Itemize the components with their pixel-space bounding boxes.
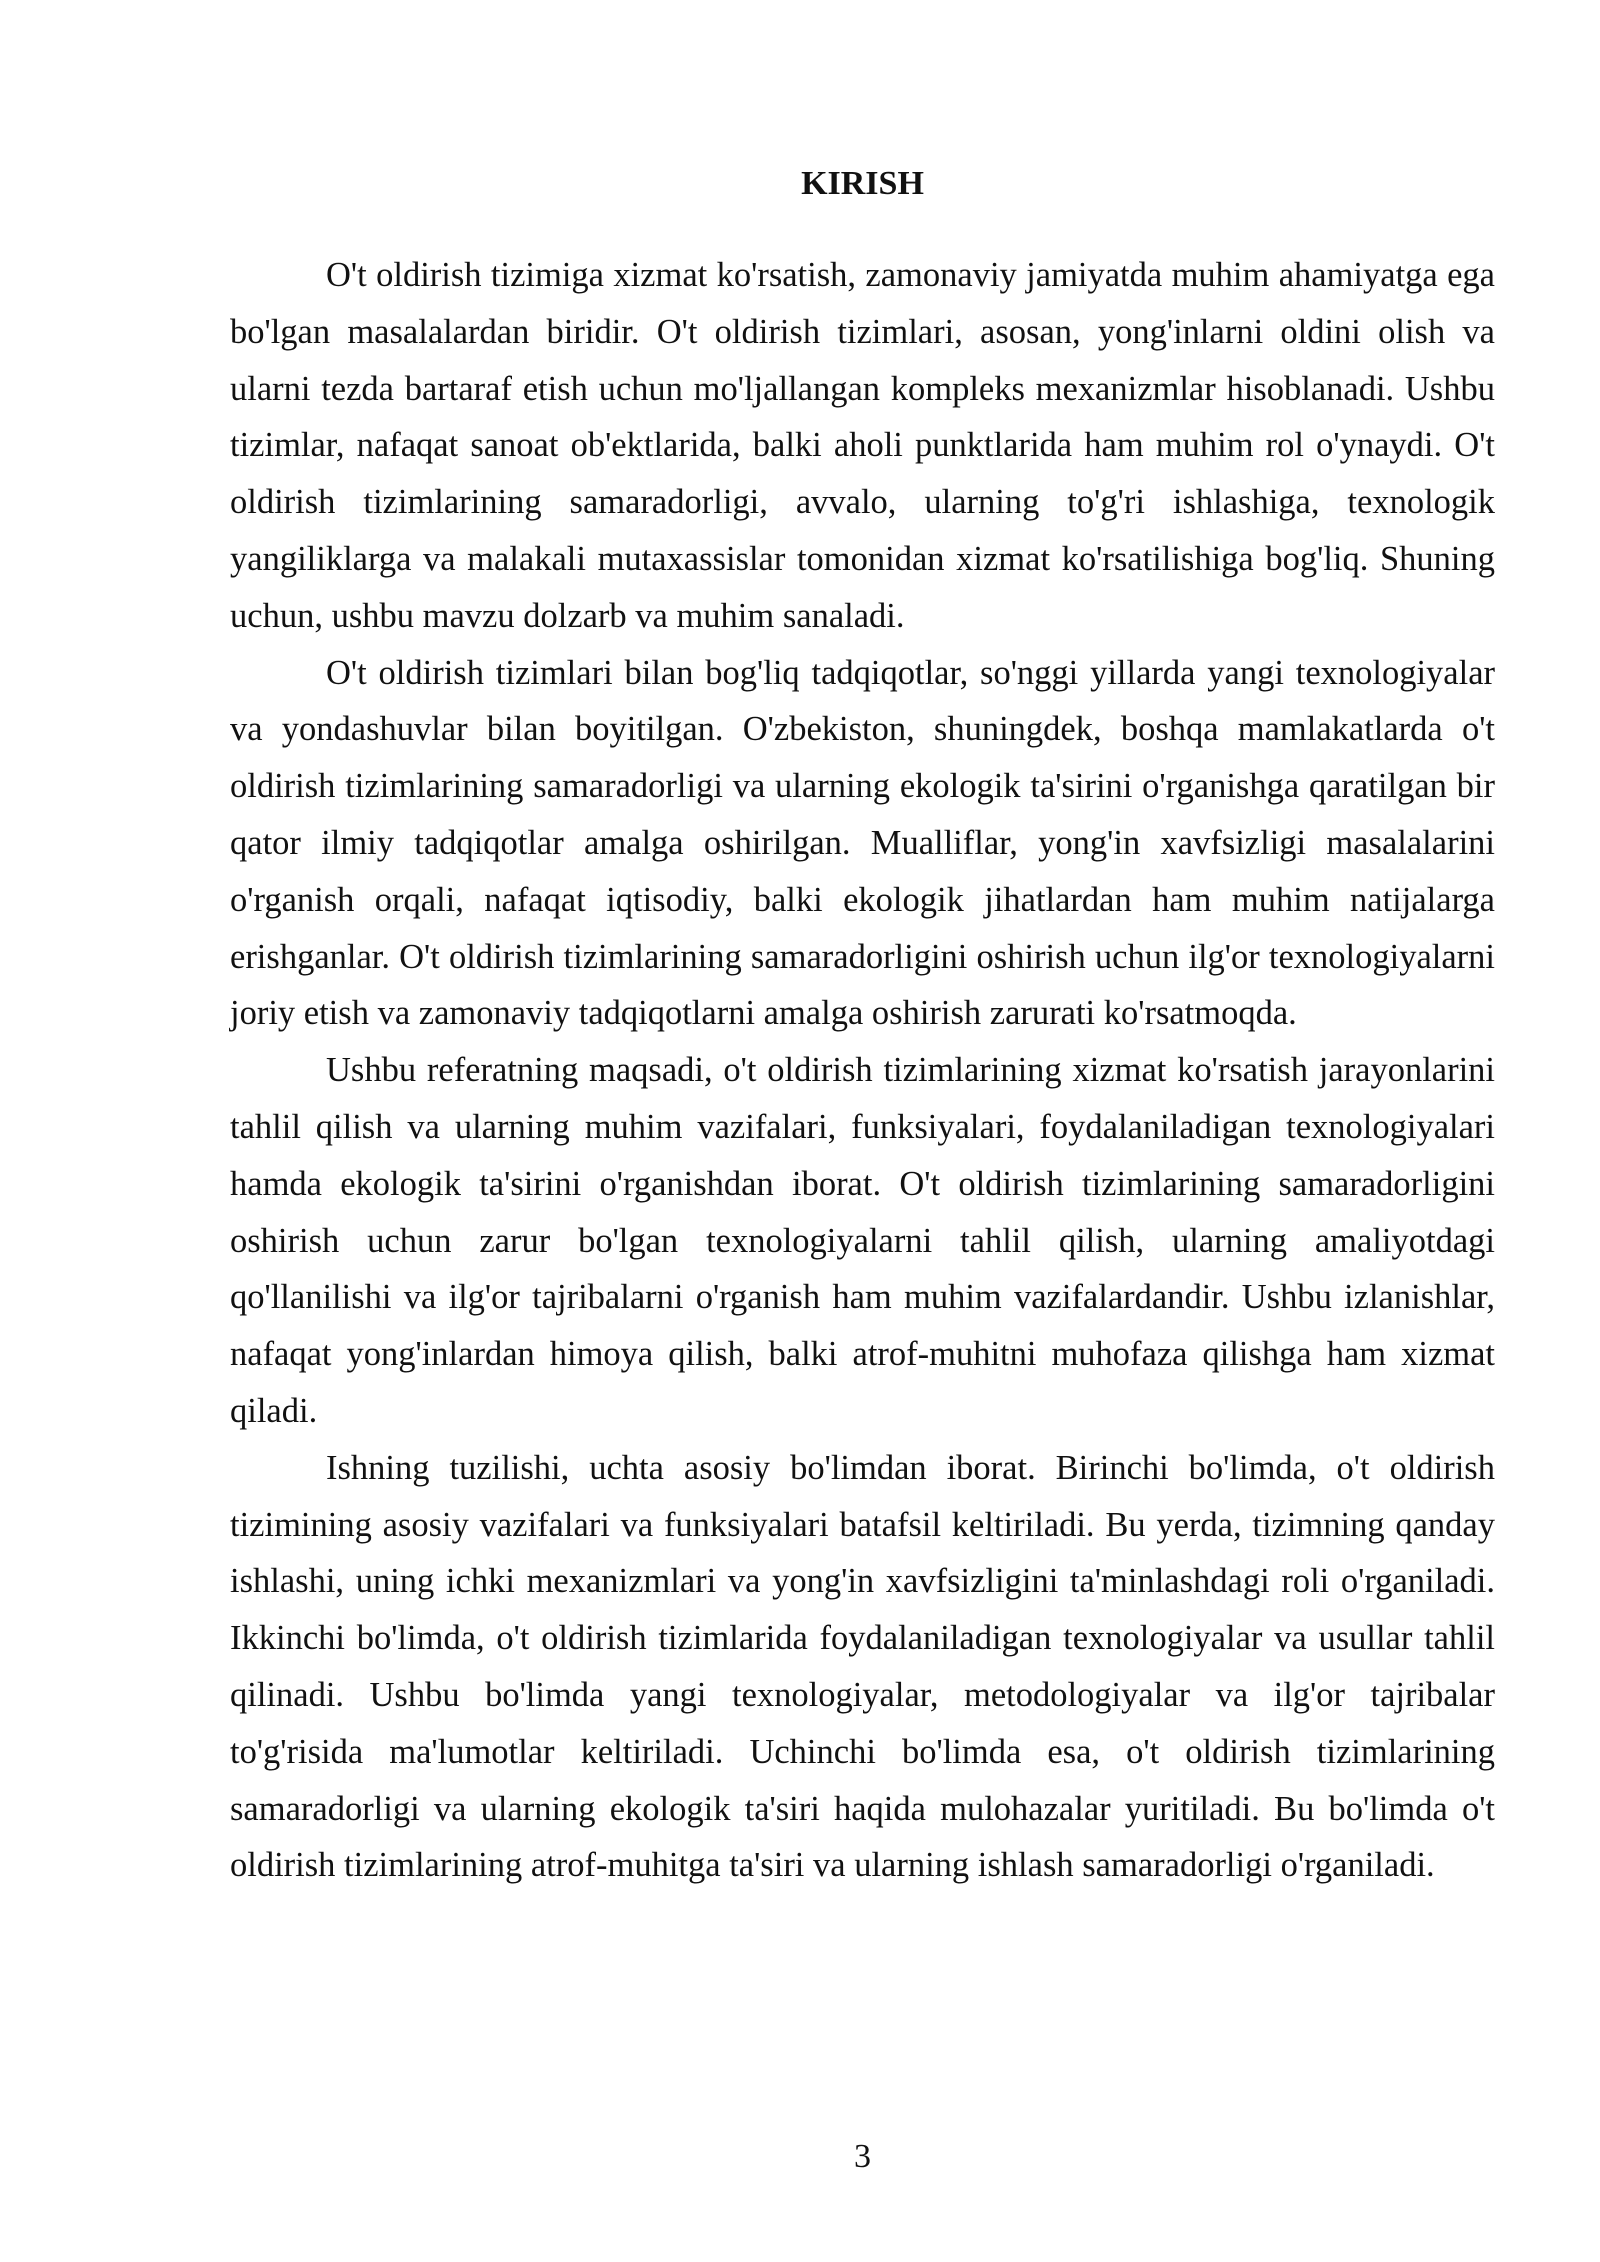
document-body <box>230 247 1495 1894</box>
paragraph-2: O't oldirish tizimlari bilan bog'liq tadqiqotlar, so'nggi yillarda yangi texnologiyalar va yondashuvlar bilan boyitilgan. O'zbekiston, shuningdek, boshqa mamlakatlarda o't oldirish tizimlarining samaradorligi va ularning ekologik ta'sirini o'rganishga qaratilgan bir qator ilmiy tadqiqotlar amalga oshirilgan. Mualliflar, yong'in xavfsizligi masalalarini o'rganish orqali, nafaqat iqtisodiy, balki ekologik jihatlardan ham muhim natijalarga erishganlar. O't oldirish tizimlarining samaradorligini oshirish uchun ilg'or texnologiyalarni joriy etish va zamonaviy tadqiqotlarni amalga oshirish zarurati ko'rsatmoqda. <box>230 653 1495 1033</box>
paragraph-3: Ushbu referatning maqsadi, o't oldirish tizimlarining xizmat ko'rsatish jarayonlarini tahlil qilish va ularning muhim vazifalari, funksiyalari, foydalaniladigan texnologiyalari hamda ekologik ta'sirini o'rganishdan iborat. O't oldirish tizimlarining samaradorligini oshirish uchun zarur bo'lgan texnologiyalarni tahlil qilish, ularning amaliyotdagi qo'llanilishi va ilg'or tajribalarni o'rganish ham muhim vazifalardandir. Ushbu izlanishlar, nafaqat yong'inlardan himoya qilish, balki atrof-muhitni muhofaza qilishga ham xizmat qiladi. <box>230 1051 1495 1430</box>
paragraph-1: O't oldirish tizimiga xizmat ko'rsatish, zamonaviy jamiyatda muhim ahamiyatga ega bo'lgan masalalardan biridir. O't oldirish tizimlari, asosan, yong'inlarni oldini olish va ularni tezda bartaraf etish uchun mo'ljallangan kompleks mexanizmlar hisoblanadi. Ushbu tizimlar, nafaqat sanoat ob'ektlarida, balki aholi punktlarida ham muhim rol o'ynaydi. O't oldirish tizimlarining samaradorligi, avvalo, ularning to'g'ri ishlashiga, texnologik yangiliklarga va malakali mutaxassislar tomonidan xizmat ko'rsatilishiga bog'liq. Shuning uchun, ushbu mavzu dolzarb va muhim sanaladi. <box>230 256 1495 635</box>
page-number: 3 <box>854 2138 871 2175</box>
paragraph-4: Ishning tuzilishi, uchta asosiy bo'limdan iborat. Birinchi bo'limda, o't oldirish tizimining asosiy vazifalari va funksiyalari batafsil keltiriladi. Bu yerda, tizimning qanday ishlashi, uning ichki mexanizmlari va yong'in xavfsizligini ta'minlashdagi roli o'rganiladi. Ikkinchi bo'limda, o't oldirish tizimlarida foydalaniladigan texnologiyalar va usullar tahlil qilinadi. Ushbu bo'limda yangi texnologiyalar, metodologiyalar va ilg'or tajribalar to'g'risida ma'lumotlar keltiriladi. Uchinchi bo'limda esa, o't oldirish tizimlarining samaradorligi va ularning ekologik ta'siri haqida mulohazalar yuritiladi. Bu bo'limda o't oldirish tizimlarining atrof-muhitga ta'siri va ularning ishlash samaradorligi o'rganiladi. <box>230 1448 1495 1885</box>
page-title: KIRISH <box>801 165 924 202</box>
